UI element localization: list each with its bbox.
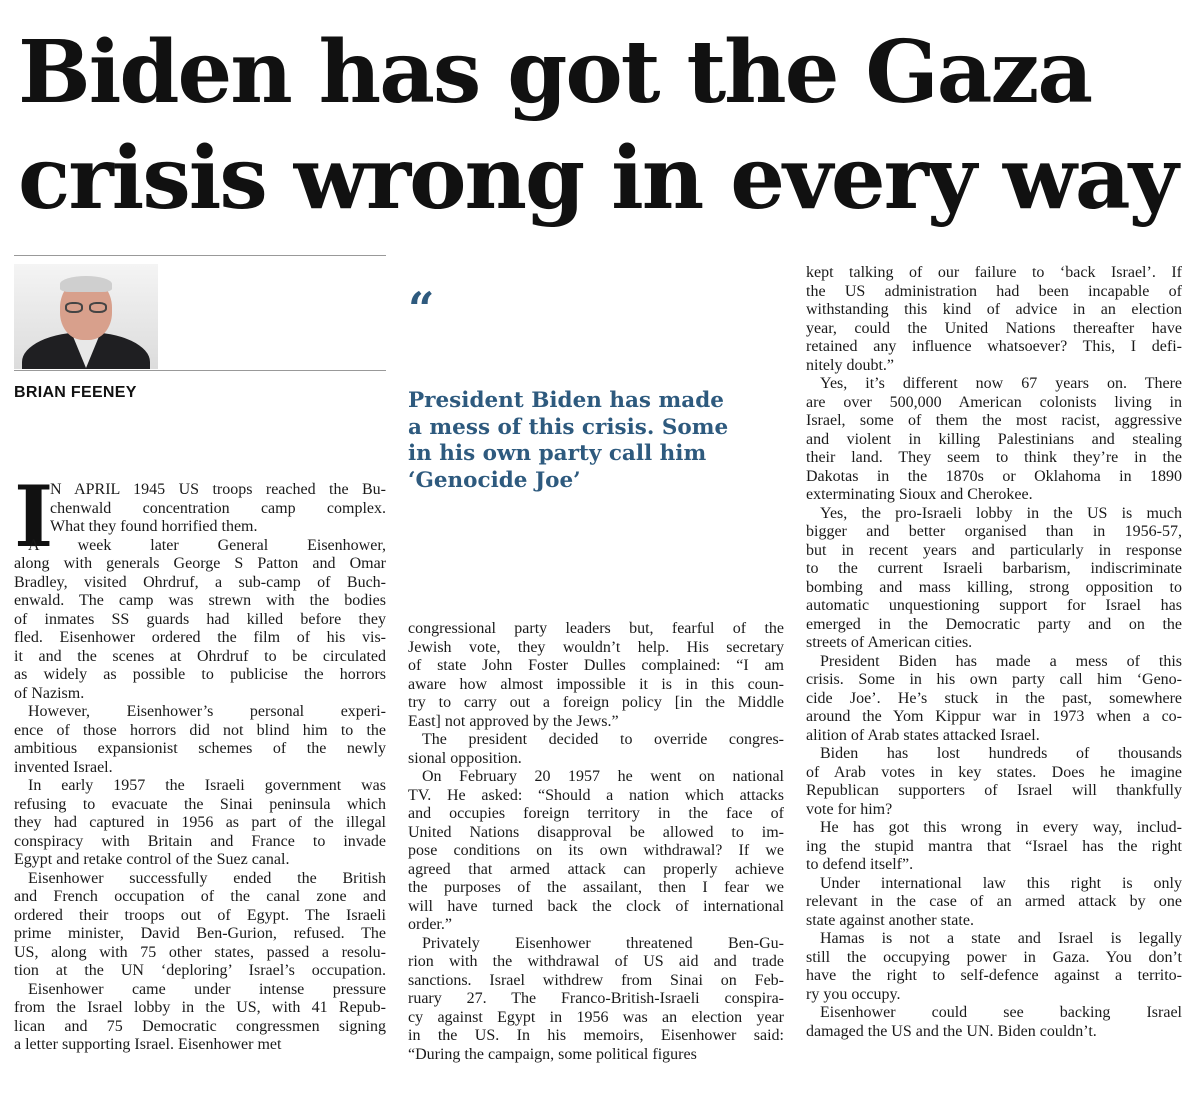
article-line: On February 20 1957 he went on national: [422, 768, 784, 785]
article-line: ing the stupid mantra that “Israel has the right: [806, 837, 1182, 855]
pull-quote-line: President Biden has made: [408, 388, 724, 413]
article-line: Eisenhower successfully ended the British: [28, 869, 386, 887]
article-line: aware how almost impossible it is in this coun-: [408, 675, 784, 693]
article-line: relevant in the case of an armed attack by one: [806, 893, 1182, 910]
article-line: ruary 27. The Franco-British-Israeli conspira-: [408, 990, 784, 1007]
article-line: agreed that armed attack can properly achieve: [408, 860, 784, 878]
article-line: congressional party leaders but, fearful of the: [408, 620, 784, 637]
article-line: TV. He asked: “Should a nation which attacks: [408, 786, 784, 804]
article-line: sional opposition.: [408, 749, 522, 767]
article-line: of inmates SS guards had killed before they: [14, 610, 386, 628]
pull-quote-line: ‘Genocide Joe’: [408, 467, 581, 493]
article-line: Eisenhower could see backing Israel: [820, 1004, 1182, 1021]
headline: [18, 20, 1188, 232]
article-line: try to carry out a foreign policy [in the Middle: [408, 694, 784, 711]
article-line: Yes, it’s different now 67 years on. There: [820, 375, 1182, 392]
pull-quote-line: a mess of this crisis. Some: [408, 414, 729, 440]
article-line: cide Joe’. He’s stuck in the past, somewhere: [806, 689, 1182, 707]
article-line: “During the campaign, some political figures: [408, 1045, 697, 1063]
article-line: ence of those horrors did not blind him to the: [14, 721, 386, 739]
article-line: the purposes of the assailant, then I fear we: [408, 879, 784, 896]
article-line: He has got this wrong in every way, includ-: [820, 819, 1182, 836]
article-line: alition of Arab states attacked Israel.: [806, 726, 1040, 744]
article-line: have the right to self-defence against a territo-: [806, 967, 1182, 984]
article-line: year, could the United Nations thereafter have: [806, 319, 1182, 337]
article-line: and violent in killing Palestinians and stealing: [806, 430, 1182, 448]
article-line: Privately Eisenhower threatened Ben-Gu-: [422, 934, 784, 952]
article-line: bombing and mass killing, strong opposition to: [806, 578, 1182, 596]
top-rule: [14, 255, 386, 256]
article-line: and occupies foreign territory in the face of: [408, 805, 784, 822]
article-line: Republican supporters of Israel will thankfully: [806, 782, 1182, 799]
article-line: nitely doubt.”: [806, 356, 894, 374]
article-line: from the Israel lobby in the US, with 41 Repub-: [14, 999, 386, 1016]
author-photo: [14, 264, 158, 369]
article-line: conspiracy with Britain and France to invade: [14, 832, 386, 850]
article-line: lican and 75 Democratic congressmen signing: [14, 1017, 386, 1035]
article-line: as widely as possible to publicise the horrors: [14, 666, 386, 683]
headline-line-2: crisis wrong in every way: [18, 128, 1177, 229]
article-line: Israel, some of them the most racist, aggressive: [806, 412, 1182, 429]
article-line: automatic unquestioning support for Israel has: [806, 597, 1182, 614]
article-line: retained any influence whatsoever? This, I defi-: [806, 338, 1182, 355]
article-line: Jewish vote, they wouldn’t help. His secretary: [408, 638, 784, 656]
pull-quote-line: in his own party call him: [408, 441, 707, 466]
quote-mark-icon: “: [408, 282, 435, 336]
article-line: but in recent years and particularly in response: [806, 541, 1182, 559]
article-line: withstanding this kind of advice in an election: [806, 301, 1182, 318]
article-line: of state John Foster Dulles complained: “I am: [408, 657, 784, 674]
article-line: invented Israel.: [14, 758, 113, 776]
article-line: in the US. In his memoirs, Eisenhower said:: [408, 1027, 784, 1044]
article-line: ambitious expansionist schemes of the newly: [14, 740, 386, 757]
article-line: to defend itself”.: [806, 856, 914, 873]
article-line: ry you occupy.: [806, 985, 901, 1003]
article-line: exterminating Sioux and Cherokee.: [806, 486, 1033, 503]
article-line: kept talking of our failure to ‘back Israel’. If: [806, 264, 1182, 281]
pull-quote: [408, 388, 778, 494]
article-column-1: [14, 481, 386, 1055]
article-line: President Biden has made a mess of this: [820, 652, 1182, 670]
article-line: order.”: [408, 916, 452, 933]
article-line: streets of American cities.: [806, 634, 973, 651]
article-line: rion with the withdrawal of US aid and trade: [408, 953, 784, 970]
article-line: sanctions. Israel withdrew from Sinai on Feb-: [408, 971, 784, 989]
article-line: Eisenhower came under intense pressure: [28, 980, 386, 998]
article-line: tion at the UN ‘deploring’ Israel’s occupation.: [14, 962, 386, 979]
article-line: Dakotas in the 1870s or Oklahoma in 1890: [806, 467, 1182, 485]
article-line: fled. Eisenhower ordered the film of his vis-: [14, 629, 386, 646]
article-line: United Nations disapproval be allowed to im-: [408, 823, 784, 841]
article-line: enwald. The camp was strewn with the bodies: [14, 592, 386, 609]
article-line: Bradley, visited Ohrdruf, a sub-camp of Buch-: [14, 573, 386, 591]
article-line: N APRIL 1945 US troops reached the Bu-: [50, 481, 386, 498]
article-line: East] not approved by the Jews.”: [408, 712, 619, 730]
article-line: Egypt and retake control of the Suez canal.: [14, 851, 290, 868]
article-line: A week later General Eisenhower,: [28, 536, 386, 554]
article-line: Yes, the pro-Israeli lobby in the US is much: [820, 504, 1182, 522]
article-line: of Arab votes in key states. Does he imagine: [806, 763, 1182, 781]
article-line: ordered their troops out of Egypt. The Israeli: [14, 906, 386, 924]
article-line: are over 500,000 American colonists living in: [806, 393, 1182, 411]
article-line: a letter supporting Israel. Eisenhower met: [14, 1036, 282, 1053]
article-column-3: [806, 264, 1182, 1041]
photo-rule: [14, 370, 386, 371]
article-line: they had captured in 1956 as part of the illegal: [14, 814, 386, 831]
article-line: will have turned back the clock of international: [408, 897, 784, 915]
article-line: The president decided to override congres-: [422, 731, 784, 748]
drop-cap: I: [14, 467, 54, 566]
article-line: and French occupation of the canal zone and: [14, 888, 386, 905]
article-line: vote for him?: [806, 800, 893, 818]
article-line: damaged the US and the UN. Biden couldn’t.: [806, 1022, 1097, 1040]
article-line: it and the scenes at Ohrdruf to be circulated: [14, 647, 386, 665]
article-line: However, Eisenhower’s personal experi-: [28, 703, 386, 720]
article-line: In early 1957 the Israeli government was: [28, 777, 386, 794]
article-line: chenwald concentration camp complex.: [50, 499, 386, 517]
article-line: to the current Israeli barbarism, indiscriminate: [806, 560, 1182, 577]
article-line: Biden has lost hundreds of thousands: [820, 745, 1182, 762]
article-line: crisis. Some in his own party call him ‘Geno-: [806, 671, 1182, 688]
author-byline: BRIAN FEENEY: [14, 384, 137, 401]
article-line: bigger and better organised than in 1956-57,: [806, 523, 1182, 540]
article-line: of Nazism.: [14, 684, 85, 702]
article-line: emerged in the Democratic party and on the: [806, 615, 1182, 633]
article-line: the US administration had been incapable of: [806, 282, 1182, 300]
article-line: US, along with 75 other states, passed a resolu-: [14, 943, 386, 961]
headline-line-1: Biden has got the Gaza: [18, 22, 1092, 123]
article-line: around the Yom Kippur war in 1973 when a co-: [806, 708, 1182, 725]
article-line: state against another state.: [806, 911, 974, 929]
article-line: still the occupying power in Gaza. You don’t: [806, 948, 1182, 966]
article-line: their land. They seem to think they’re in the: [806, 449, 1182, 466]
article-line: along with generals George S Patton and Omar: [14, 555, 386, 572]
article-line: pose conditions on its own withdrawal? If we: [408, 842, 784, 859]
article-line: prime minister, David Ben-Gurion, refused. The: [14, 925, 386, 942]
article-line: What they found horrified them.: [50, 518, 258, 535]
article-column-2: [408, 620, 784, 1064]
article-line: cy against Egypt in 1956 was an election year: [408, 1008, 784, 1026]
article-line: refusing to evacuate the Sinai peninsula which: [14, 795, 386, 813]
article-line: Under international law this right is only: [820, 874, 1182, 892]
article-line: Hamas is not a state and Israel is legally: [820, 930, 1182, 947]
